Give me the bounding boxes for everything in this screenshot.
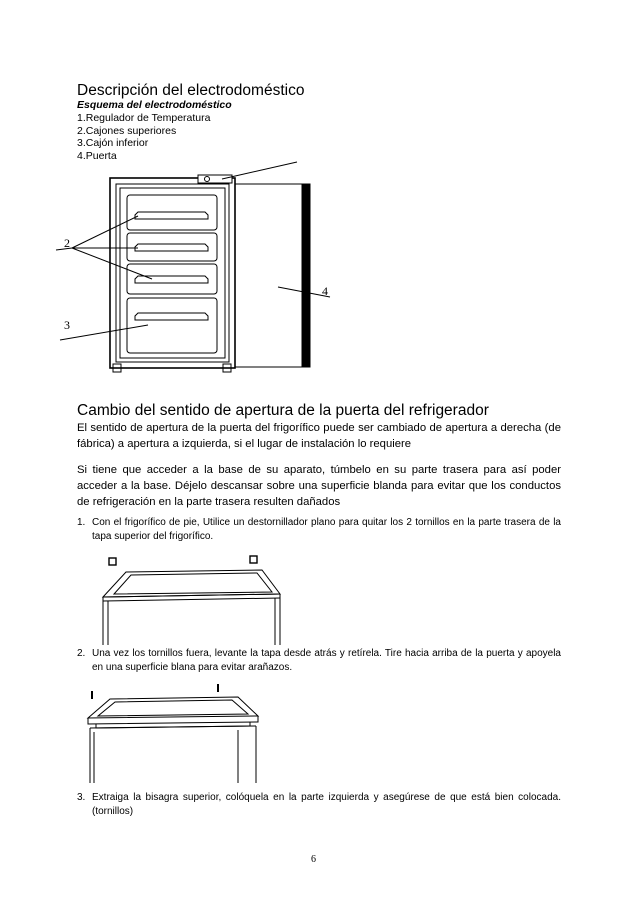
- legend-item: 2.Cajones superiores: [77, 124, 177, 137]
- intro-paragraph: El sentido de apertura de la puerta del frigorífico puede ser cambiado de apertura a derecha (de fábrica) a apertura a izquierda, si el lugar de instalación lo requiere: [77, 422, 561, 450]
- step-3: [77, 791, 561, 819]
- step-text: Con el frigorífico de pie, Utilice un destornillador plano para quitar los 2 tornillos en la parte trasera de la tapa superior del frigorífico.: [92, 517, 561, 542]
- legend-item: 1.Regulador de Temperatura: [77, 112, 211, 124]
- legend-item: 4.Puerta: [77, 149, 117, 162]
- section-subtitle-schema: Esquema del electrodoméstico: [77, 99, 232, 111]
- callout-label-3: 3: [64, 318, 70, 332]
- legend-item: 3.Cajón inferior: [77, 137, 149, 149]
- step-number: 2.: [77, 648, 86, 659]
- step-number: 3.: [77, 792, 86, 803]
- page-number: 6: [311, 854, 316, 865]
- callout-label-4: 4: [322, 284, 328, 298]
- callout-label-2: 2: [64, 236, 70, 250]
- step-number: 1.: [77, 517, 86, 528]
- section-title-description: Descripción del electrodoméstico: [77, 82, 305, 99]
- warning-paragraph: Si tiene que acceder a la base de su aparato, túmbelo en su parte trasera para así poder acceder a la base. Déjelo descansar sobre una superficie blanda para evitar que los conductos de refrigeración en la parte trasera resulten dañados: [77, 464, 561, 508]
- section-title-door-reversal: Cambio del sentido de apertura de la puerta del refrigerador: [77, 402, 489, 419]
- step-text: Extraiga la bisagra superior, colóquela en la parte izquierda y asegúrese de que está bien colocada. (tornillos): [92, 792, 561, 817]
- step-text: Una vez los tornillos fuera, levante la tapa desde atrás y retírela. Tire hacia arriba de la puerta y apoyela en una superficie blana para evitar arañazos.: [92, 648, 561, 673]
